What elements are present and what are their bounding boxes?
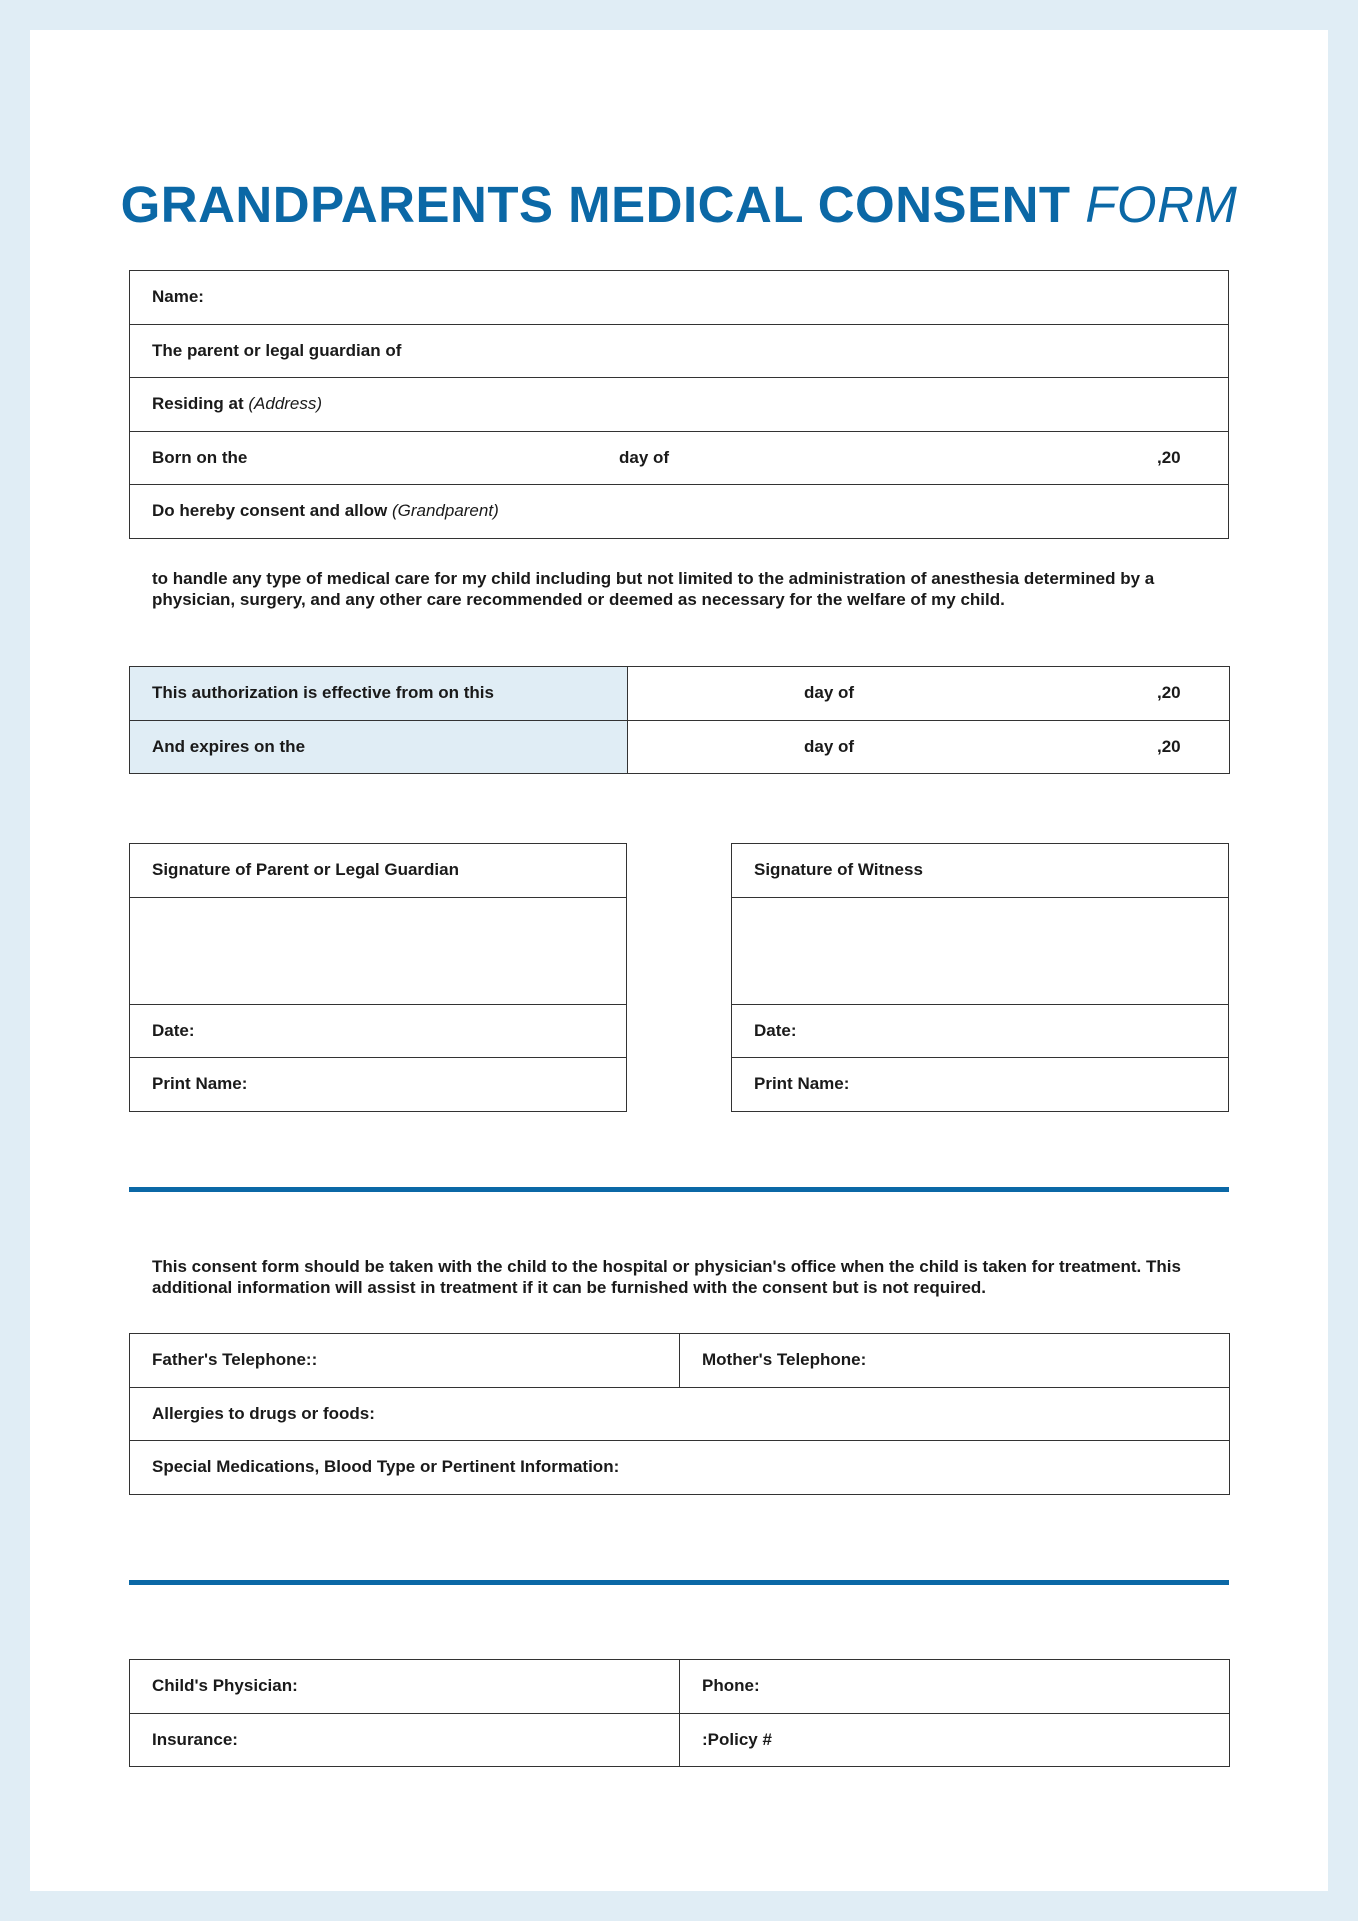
info-table [129,270,1229,539]
birth-date-field[interactable] [130,431,1229,485]
insurance-field[interactable] [130,1713,680,1767]
father-phone-field[interactable] [130,1334,680,1388]
physician-phone-field[interactable] [680,1660,1230,1714]
witness-signature-header [732,844,1229,898]
parent-date-field[interactable] [130,1004,627,1058]
policy-label: :Policy # [702,1729,772,1749]
witness-signature-field[interactable] [732,897,1229,1004]
birth-year-label: ,20 [1157,447,1181,467]
expires-year-label: ,20 [1157,736,1181,756]
physician-field[interactable] [130,1660,680,1714]
expires-date-field[interactable] [628,720,1230,774]
notice-paragraph: This consent form should be taken with the child to the hospital or physician's office when the child is taken for treatment. This additional information will assist in treatment if it can be furnished with the consent but is not required. [152,1257,1181,1297]
allergies-label: Allergies to drugs or foods: [152,1403,375,1423]
residing-label: Residing at [152,394,244,414]
insurance-label: Insurance: [152,1729,238,1749]
form-title [30,175,1328,234]
father-phone-label: Father's Telephone:: [152,1350,318,1370]
policy-field[interactable] [680,1713,1230,1767]
special-info-label: Special Medications, Blood Type or Pertinent Information: [152,1457,620,1477]
parent-signature-block [129,843,627,1112]
physician-label: Child's Physician: [152,1676,298,1696]
medical-info-table [129,1333,1230,1495]
effective-date-field[interactable] [628,667,1230,721]
expires-label: And expires on the [152,736,306,756]
parent-print-name-field[interactable] [130,1058,627,1112]
form-page [30,30,1328,1891]
witness-date-field[interactable] [732,1004,1229,1058]
birth-day-of-label: day of [619,447,670,467]
form-title-light: FORM [1085,176,1238,233]
address-field[interactable] [130,378,1229,432]
consent-label: Do hereby consent and allow [152,501,388,521]
mother-phone-field[interactable] [680,1334,1230,1388]
effective-year-label: ,20 [1157,683,1181,703]
parent-print-name-label: Print Name: [152,1074,248,1094]
mother-phone-label: Mother's Telephone: [702,1350,867,1370]
parent-signature-header [130,844,627,898]
name-field[interactable] [130,271,1229,325]
physician-phone-label: Phone: [702,1676,760,1696]
grandparent-field[interactable] [130,485,1229,539]
address-hint: (Address) [248,394,323,414]
expires-day-of-label: day of [804,736,855,756]
witness-print-name-field[interactable] [732,1058,1229,1112]
physician-table [129,1659,1230,1767]
allergies-field[interactable] [130,1387,1230,1441]
parent-label: The parent or legal guardian of [152,340,402,360]
parent-signature-label: Signature of Parent or Legal Guardian [152,860,459,880]
witness-date-label: Date: [754,1020,797,1040]
section-divider-2 [129,1580,1229,1585]
grandparent-hint: (Grandparent) [391,501,499,521]
name-label: Name: [152,287,204,307]
authorization-table [129,666,1230,774]
child-field[interactable] [130,324,1229,378]
consent-paragraph: to handle any type of medical care for my child including but not limited to the administration of anesthesia determined by a physician, surgery, and any other care recommended or deemed as necessary for the welfare of my child. [152,569,1155,609]
witness-signature-block [731,843,1229,1112]
witness-print-name-label: Print Name: [754,1074,850,1094]
parent-date-label: Date: [152,1020,195,1040]
effective-day-of-label: day of [804,683,855,703]
effective-label: This authorization is effective from on this [152,683,494,703]
parent-signature-field[interactable] [130,897,627,1004]
born-label: Born on the [152,447,248,467]
effective-label-cell [130,667,628,721]
form-title-bold: GRANDPARENTS MEDICAL CONSENT [120,176,1071,233]
section-divider [129,1187,1229,1192]
special-info-field[interactable] [130,1441,1230,1495]
expires-label-cell [130,720,628,774]
witness-signature-label: Signature of Witness [754,860,923,880]
